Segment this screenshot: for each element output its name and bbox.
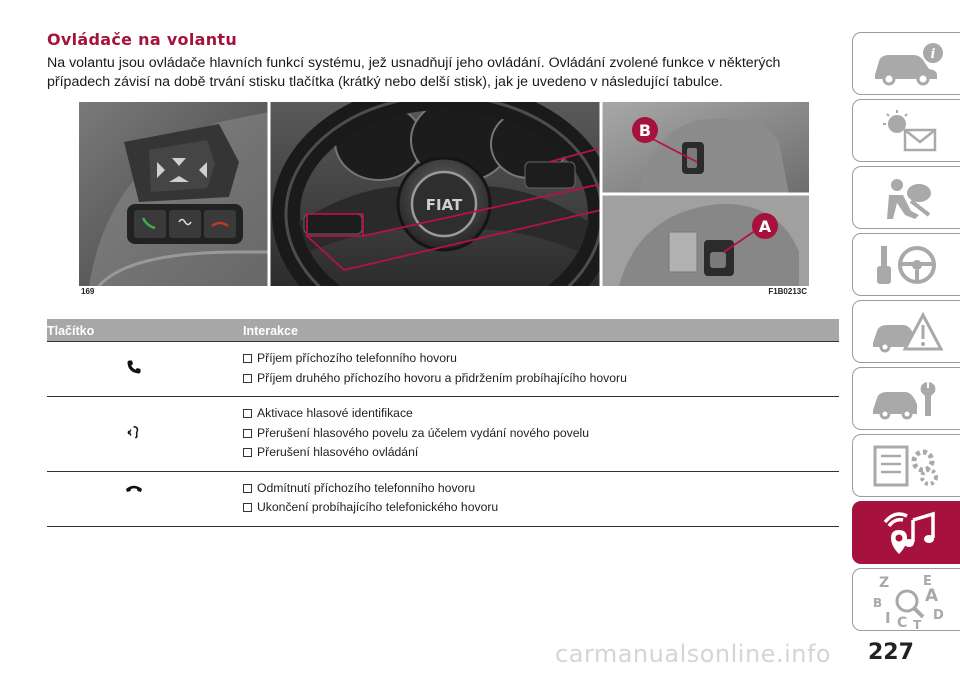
fiat-logo: FIAT — [425, 196, 463, 214]
multimedia-icon — [867, 508, 947, 558]
table-row — [47, 472, 839, 527]
tab-multimedia[interactable] — [852, 501, 960, 564]
section-title: Ovládače na volantu — [47, 30, 238, 49]
table-header — [47, 319, 839, 341]
svg-text:B: B — [872, 595, 882, 610]
car-maintenance-icon — [867, 376, 947, 422]
voice-recognition-icon — [119, 421, 149, 443]
phone-icon — [119, 356, 149, 378]
intro-paragraph: Na volantu jsou ovládače hlavních funkcí systému, jež usnadňují jeho ovládání. Ovládání zvolené funkce v některých případech závisí na době trvání stisku tlačítka (krátký nebo delší stisk), jak je uvedeno v následující tabulce. — [47, 55, 781, 90]
hang-up-icon — [119, 478, 149, 500]
svg-text:D: D — [932, 607, 944, 623]
svg-text:Z: Z — [878, 574, 889, 591]
table-row — [47, 397, 839, 472]
callout-b: B — [638, 121, 652, 140]
header-interaction: Interakce — [243, 324, 298, 338]
figure-steering-wheel — [79, 102, 809, 297]
list-item: Ukončení probíhajícího telefonického hovoru — [243, 498, 839, 518]
callout-a: A — [758, 217, 772, 236]
figure-number: 169 — [81, 287, 95, 296]
page-number: 227 — [868, 640, 914, 665]
list-item: Aktivace hlasové identifikace — [243, 404, 839, 424]
list-item: Příjem druhého příchozího hovoru a přidržením probíhajícího hovoru — [243, 369, 839, 389]
tab-maintenance[interactable] — [852, 367, 960, 430]
figure-code: F1B0213C — [768, 287, 807, 296]
car-warning-icon — [867, 309, 947, 355]
tab-technical-data[interactable] — [852, 434, 960, 497]
svg-text:I: I — [884, 608, 891, 627]
airbag-safety-icon — [867, 175, 947, 221]
list-item: Přerušení hlasového ovládání — [243, 443, 839, 463]
list-item: Odmítnutí příchozího telefonního hovoru — [243, 479, 839, 499]
svg-text:E: E — [922, 573, 932, 589]
tab-emergency[interactable] — [852, 300, 960, 363]
svg-text:T: T — [912, 617, 921, 629]
tab-index[interactable] — [852, 568, 960, 631]
tab-safety[interactable] — [852, 166, 960, 229]
tab-dashboard[interactable] — [852, 99, 960, 162]
car-info-icon — [867, 41, 947, 87]
table-row — [47, 341, 839, 397]
dashboard-lights-icon — [867, 108, 947, 154]
header-button: Tlačítko — [47, 324, 95, 338]
controls-table — [47, 319, 839, 527]
steering-wheel-photo — [79, 102, 809, 286]
watermark: carmanualsonline.info — [555, 640, 832, 668]
list-item: Přerušení hlasového povelu za účelem vydání nového povelu — [243, 424, 839, 444]
svg-text:A: A — [924, 585, 938, 606]
tab-starting-driving[interactable] — [852, 233, 960, 296]
tab-vehicle-info[interactable] — [852, 32, 960, 95]
key-steering-icon — [867, 242, 947, 288]
list-item: Příjem příchozího telefonního hovoru — [243, 349, 839, 369]
technical-data-icon — [867, 443, 947, 489]
svg-text:i: i — [930, 46, 935, 62]
svg-text:C: C — [896, 614, 907, 629]
index-icon — [867, 571, 947, 629]
